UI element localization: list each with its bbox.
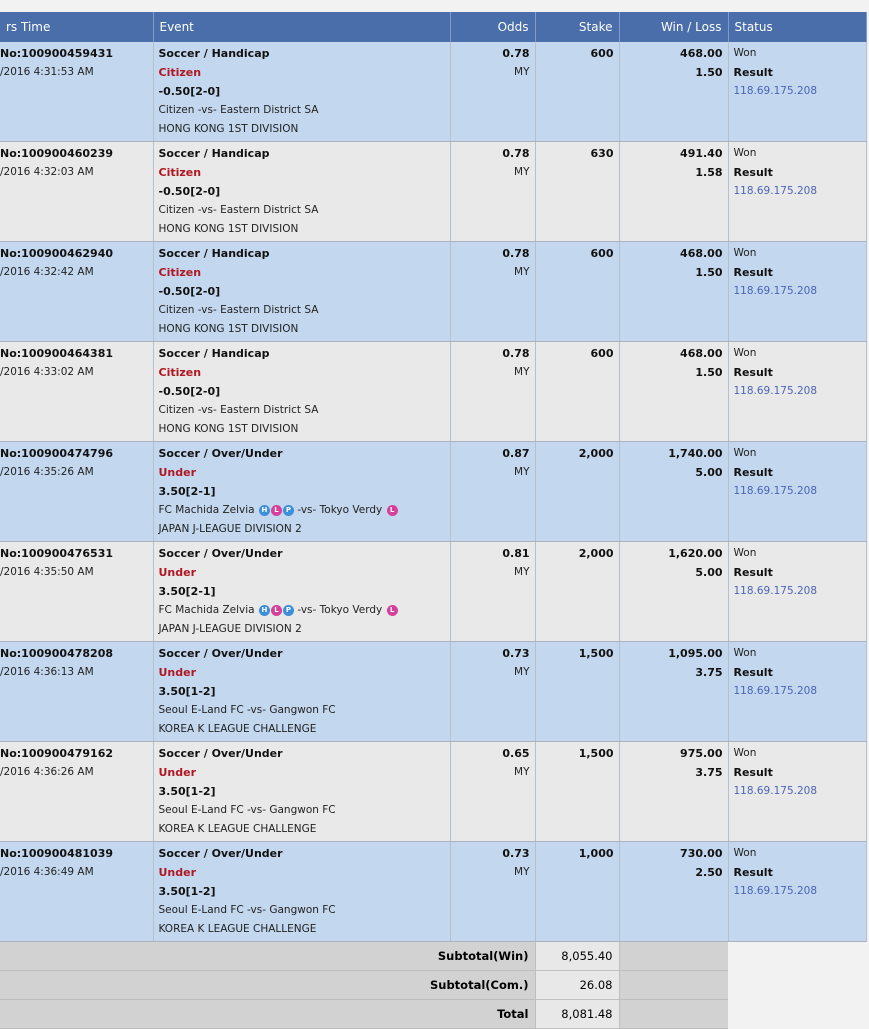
cell-stake xyxy=(535,642,619,742)
league-name: HONG KONG 1ST DIVISION xyxy=(158,423,299,435)
table-row[interactable] xyxy=(0,342,866,442)
subtotal-win-row xyxy=(0,942,866,971)
cell-status xyxy=(728,342,866,442)
bet-type: Soccer / Handicap xyxy=(158,147,270,160)
cell-winloss xyxy=(619,242,728,342)
line-value: 3.50 xyxy=(158,785,186,798)
total-row xyxy=(0,1000,866,1029)
ip-address-link[interactable]: 118.69.175.208 xyxy=(733,685,817,697)
away-team: Tokyo Verdy xyxy=(319,604,383,616)
bet-list-panel xyxy=(0,12,866,1029)
cell-winloss xyxy=(619,442,728,542)
commission-amount: 1.50 xyxy=(695,366,723,379)
commission-amount: 1.58 xyxy=(695,166,723,179)
result-link: Result xyxy=(733,866,773,879)
bet-selection: Under xyxy=(158,766,197,779)
bet-type: Soccer / Over/Under xyxy=(158,447,283,460)
status-won: Won xyxy=(733,647,757,659)
cell-stake xyxy=(535,42,619,142)
odds-value: 0.78 xyxy=(502,247,530,260)
result-link: Result xyxy=(733,766,773,779)
cell-time xyxy=(0,442,153,542)
cell-status xyxy=(728,842,866,942)
ticket-number: No:100900478208 xyxy=(0,647,114,660)
team-info-icon[interactable]: L xyxy=(387,505,398,516)
stake-value: 600 xyxy=(590,347,614,360)
bet-selection: Citizen xyxy=(158,166,202,179)
handicap-line xyxy=(159,282,445,301)
total-label: Total xyxy=(0,1000,535,1029)
header-time: rs Time xyxy=(0,12,153,42)
subtotal-win-spacer xyxy=(619,942,728,971)
win-amount: 468.00 xyxy=(680,247,723,260)
bet-type: Soccer / Over/Under xyxy=(158,847,283,860)
commission-amount: 2.50 xyxy=(695,866,723,879)
league-name: HONG KONG 1ST DIVISION xyxy=(158,323,299,335)
commission-amount: 3.75 xyxy=(695,766,723,779)
cell-winloss xyxy=(619,742,728,842)
table-row[interactable] xyxy=(0,242,866,342)
result-link: Result xyxy=(733,366,773,379)
score-value: [1-2] xyxy=(185,785,216,798)
odds-type: MY xyxy=(514,866,530,878)
bet-selection: Citizen xyxy=(158,366,202,379)
stake-value: 1,500 xyxy=(578,747,614,760)
ip-address-link[interactable]: 118.69.175.208 xyxy=(733,785,817,797)
odds-value: 0.73 xyxy=(502,647,530,660)
table-row[interactable] xyxy=(0,642,866,742)
cell-event xyxy=(153,342,450,442)
cell-time xyxy=(0,842,153,942)
cell-odds xyxy=(450,742,535,842)
home-team: FC Machida Zelvia xyxy=(158,604,255,616)
ticket-number: No:100900479162 xyxy=(0,747,114,760)
ticket-number: No:100900474796 xyxy=(0,447,114,460)
commission-amount: 1.50 xyxy=(695,266,723,279)
cell-winloss xyxy=(619,842,728,942)
cell-time xyxy=(0,742,153,842)
cell-time xyxy=(0,242,153,342)
cell-odds xyxy=(450,842,535,942)
table-row[interactable] xyxy=(0,142,866,242)
cell-winloss xyxy=(619,42,728,142)
subtotal-win-value: 8,055.40 xyxy=(535,942,619,971)
bet-selection: Under xyxy=(158,466,197,479)
handicap-line xyxy=(159,82,445,101)
cell-winloss xyxy=(619,542,728,642)
odds-value: 0.81 xyxy=(502,547,530,560)
vs-separator: -vs- xyxy=(297,604,317,616)
bet-datetime: /2016 4:35:26 AM xyxy=(0,466,94,478)
ip-address-link[interactable]: 118.69.175.208 xyxy=(733,285,817,297)
handicap-line xyxy=(159,682,445,701)
subtotal-com-spacer xyxy=(619,971,728,1000)
score-value: [2-0] xyxy=(190,185,221,198)
cell-stake xyxy=(535,242,619,342)
cell-status xyxy=(728,442,866,542)
odds-type: MY xyxy=(514,166,530,178)
cell-status xyxy=(728,742,866,842)
team-info-icon[interactable]: L xyxy=(387,605,398,616)
line-value: 3.50 xyxy=(158,485,186,498)
line-value: 3.50 xyxy=(158,585,186,598)
cell-event xyxy=(153,542,450,642)
bet-datetime: /2016 4:32:03 AM xyxy=(0,166,94,178)
bet-selection: Citizen xyxy=(158,66,202,79)
stake-value: 2,000 xyxy=(578,547,614,560)
bet-datetime: /2016 4:33:02 AM xyxy=(0,366,94,378)
line-value: -0.50 xyxy=(158,185,191,198)
total-spacer xyxy=(619,1000,728,1029)
cell-event xyxy=(153,842,450,942)
league-name: HONG KONG 1ST DIVISION xyxy=(158,223,299,235)
result-link: Result xyxy=(733,166,773,179)
win-amount: 1,095.00 xyxy=(668,647,723,660)
team-info-icon[interactable]: P xyxy=(283,605,294,616)
commission-amount: 5.00 xyxy=(695,466,723,479)
bet-rows xyxy=(0,42,866,942)
league-name: KOREA K LEAGUE CHALLENGE xyxy=(158,923,317,935)
odds-value: 0.87 xyxy=(502,447,530,460)
bet-type: Soccer / Over/Under xyxy=(158,647,283,660)
cell-event xyxy=(153,142,450,242)
commission-amount: 5.00 xyxy=(695,566,723,579)
line-value: -0.50 xyxy=(158,85,191,98)
score-value: [2-0] xyxy=(190,285,221,298)
commission-amount: 3.75 xyxy=(695,666,723,679)
cell-time xyxy=(0,42,153,142)
table-row[interactable] xyxy=(0,442,866,542)
league-name: KOREA K LEAGUE CHALLENGE xyxy=(158,723,317,735)
table-row[interactable] xyxy=(0,42,866,142)
odds-value: 0.78 xyxy=(502,347,530,360)
cell-time xyxy=(0,542,153,642)
odds-value: 0.73 xyxy=(502,847,530,860)
commission-amount: 1.50 xyxy=(695,66,723,79)
cell-event xyxy=(153,742,450,842)
header-stake: Stake xyxy=(535,12,619,42)
result-link: Result xyxy=(733,666,773,679)
header-odds: Odds xyxy=(450,12,535,42)
cell-stake xyxy=(535,542,619,642)
bet-type: Soccer / Handicap xyxy=(158,247,270,260)
line-value: 3.50 xyxy=(158,885,186,898)
bet-type: Soccer / Over/Under xyxy=(158,747,283,760)
cell-odds xyxy=(450,342,535,442)
league-name: JAPAN J-LEAGUE DIVISION 2 xyxy=(158,523,302,535)
win-amount: 975.00 xyxy=(680,747,723,760)
cell-status xyxy=(728,242,866,342)
odds-type: MY xyxy=(514,666,530,678)
win-amount: 1,620.00 xyxy=(668,547,723,560)
ticket-number: No:100900464381 xyxy=(0,347,114,360)
win-amount: 491.40 xyxy=(680,147,723,160)
status-won: Won xyxy=(733,847,757,859)
ticket-number: No:100900460239 xyxy=(0,147,114,160)
score-value: [1-2] xyxy=(185,885,216,898)
cell-stake xyxy=(535,342,619,442)
team-info-icon[interactable]: H xyxy=(259,605,270,616)
odds-type: MY xyxy=(514,266,530,278)
line-value: 3.50 xyxy=(158,685,186,698)
table-header-row xyxy=(0,12,866,42)
status-won: Won xyxy=(733,47,757,59)
cell-stake xyxy=(535,442,619,542)
match-teams xyxy=(159,501,445,520)
score-value: [1-2] xyxy=(185,685,216,698)
score-value: [2-0] xyxy=(190,385,221,398)
handicap-line xyxy=(159,782,445,801)
ip-address-link[interactable]: 118.69.175.208 xyxy=(733,185,817,197)
bet-datetime: /2016 4:31:53 AM xyxy=(0,66,94,78)
odds-value: 0.78 xyxy=(502,47,530,60)
ip-address-link[interactable]: 118.69.175.208 xyxy=(733,85,817,97)
header-event: Event xyxy=(153,12,450,42)
line-value: -0.50 xyxy=(158,385,191,398)
bet-type: Soccer / Over/Under xyxy=(158,547,283,560)
odds-type: MY xyxy=(514,466,530,478)
ticket-number: No:100900459431 xyxy=(0,47,114,60)
home-team: FC Machida Zelvia xyxy=(158,504,255,516)
cell-stake xyxy=(535,842,619,942)
table-row[interactable] xyxy=(0,742,866,842)
match-teams: Seoul E-Land FC -vs- Gangwon FC xyxy=(158,804,336,816)
stake-value: 600 xyxy=(590,47,614,60)
team-info-icon[interactable]: L xyxy=(271,605,282,616)
cell-odds xyxy=(450,142,535,242)
odds-value: 0.78 xyxy=(502,147,530,160)
cell-odds xyxy=(450,242,535,342)
match-teams: Citizen -vs- Eastern District SA xyxy=(158,204,319,216)
handicap-line xyxy=(159,482,445,501)
team-info-icon[interactable]: H xyxy=(259,505,270,516)
cell-time xyxy=(0,342,153,442)
match-teams: Citizen -vs- Eastern District SA xyxy=(158,404,319,416)
line-value: -0.50 xyxy=(158,285,191,298)
bet-selection: Under xyxy=(158,566,197,579)
cell-winloss xyxy=(619,142,728,242)
cell-status xyxy=(728,142,866,242)
bet-selection: Citizen xyxy=(158,266,202,279)
cell-event xyxy=(153,242,450,342)
result-link: Result xyxy=(733,466,773,479)
bet-selection: Under xyxy=(158,666,197,679)
match-teams: Citizen -vs- Eastern District SA xyxy=(158,104,319,116)
bet-datetime: /2016 4:36:49 AM xyxy=(0,866,94,878)
stake-value: 1,500 xyxy=(578,647,614,660)
table-row[interactable] xyxy=(0,842,866,942)
cell-odds xyxy=(450,42,535,142)
status-won: Won xyxy=(733,447,757,459)
match-teams: Seoul E-Land FC -vs- Gangwon FC xyxy=(158,904,336,916)
score-value: [2-0] xyxy=(190,85,221,98)
result-link: Result xyxy=(733,566,773,579)
result-link: Result xyxy=(733,266,773,279)
cell-odds xyxy=(450,642,535,742)
cell-winloss xyxy=(619,342,728,442)
odds-type: MY xyxy=(514,566,530,578)
ip-address-link[interactable]: 118.69.175.208 xyxy=(733,485,817,497)
subtotal-com-label: Subtotal(Com.) xyxy=(0,971,535,1000)
stake-value: 2,000 xyxy=(578,447,614,460)
result-link: Result xyxy=(733,66,773,79)
match-teams: Seoul E-Land FC -vs- Gangwon FC xyxy=(158,704,336,716)
league-name: KOREA K LEAGUE CHALLENGE xyxy=(158,823,317,835)
cell-event xyxy=(153,442,450,542)
stake-value: 630 xyxy=(590,147,614,160)
ip-address-link[interactable]: 118.69.175.208 xyxy=(733,385,817,397)
stake-value: 600 xyxy=(590,247,614,260)
cell-event xyxy=(153,642,450,742)
odds-type: MY xyxy=(514,66,530,78)
header-status: Status xyxy=(728,12,866,42)
bet-type: Soccer / Handicap xyxy=(158,347,270,360)
win-amount: 730.00 xyxy=(680,847,723,860)
handicap-line xyxy=(159,382,445,401)
cell-odds xyxy=(450,542,535,642)
bet-datetime: /2016 4:36:26 AM xyxy=(0,766,94,778)
match-teams xyxy=(159,601,445,620)
handicap-line xyxy=(159,582,445,601)
cell-status xyxy=(728,642,866,742)
subtotal-com-row xyxy=(0,971,866,1000)
bet-type: Soccer / Handicap xyxy=(158,47,270,60)
cell-time xyxy=(0,642,153,742)
team-info-icon[interactable]: P xyxy=(283,505,294,516)
cell-winloss xyxy=(619,642,728,742)
ip-address-link[interactable]: 118.69.175.208 xyxy=(733,585,817,597)
bet-datetime: /2016 4:36:13 AM xyxy=(0,666,94,678)
total-value: 8,081.48 xyxy=(535,1000,619,1029)
odds-type: MY xyxy=(514,766,530,778)
match-teams: Citizen -vs- Eastern District SA xyxy=(158,304,319,316)
table-row[interactable] xyxy=(0,542,866,642)
cell-stake xyxy=(535,142,619,242)
status-won: Won xyxy=(733,547,757,559)
odds-value: 0.65 xyxy=(502,747,530,760)
win-amount: 1,740.00 xyxy=(668,447,723,460)
subtotal-com-value: 26.08 xyxy=(535,971,619,1000)
score-value: [2-1] xyxy=(185,585,216,598)
status-won: Won xyxy=(733,347,757,359)
team-info-icon[interactable]: L xyxy=(271,505,282,516)
status-won: Won xyxy=(733,247,757,259)
bet-datetime: /2016 4:32:42 AM xyxy=(0,266,94,278)
league-name: JAPAN J-LEAGUE DIVISION 2 xyxy=(158,623,302,635)
cell-status xyxy=(728,42,866,142)
handicap-line xyxy=(159,882,445,901)
header-winloss: Win / Loss xyxy=(619,12,728,42)
ip-address-link[interactable]: 118.69.175.208 xyxy=(733,885,817,897)
bet-datetime: /2016 4:35:50 AM xyxy=(0,566,94,578)
odds-type: MY xyxy=(514,366,530,378)
cell-odds xyxy=(450,442,535,542)
bet-selection: Under xyxy=(158,866,197,879)
cell-status xyxy=(728,542,866,642)
cell-time xyxy=(0,142,153,242)
status-won: Won xyxy=(733,147,757,159)
cell-event xyxy=(153,42,450,142)
handicap-line xyxy=(159,182,445,201)
ticket-number: No:100900462940 xyxy=(0,247,114,260)
bet-list-table xyxy=(0,12,867,1029)
status-won: Won xyxy=(733,747,757,759)
score-value: [2-1] xyxy=(185,485,216,498)
subtotal-win-label: Subtotal(Win) xyxy=(0,942,535,971)
ticket-number: No:100900476531 xyxy=(0,547,114,560)
vs-separator: -vs- xyxy=(297,504,317,516)
stake-value: 1,000 xyxy=(578,847,614,860)
ticket-number: No:100900481039 xyxy=(0,847,114,860)
win-amount: 468.00 xyxy=(680,47,723,60)
cell-stake xyxy=(535,742,619,842)
league-name: HONG KONG 1ST DIVISION xyxy=(158,123,299,135)
win-amount: 468.00 xyxy=(680,347,723,360)
away-team: Tokyo Verdy xyxy=(319,504,383,516)
